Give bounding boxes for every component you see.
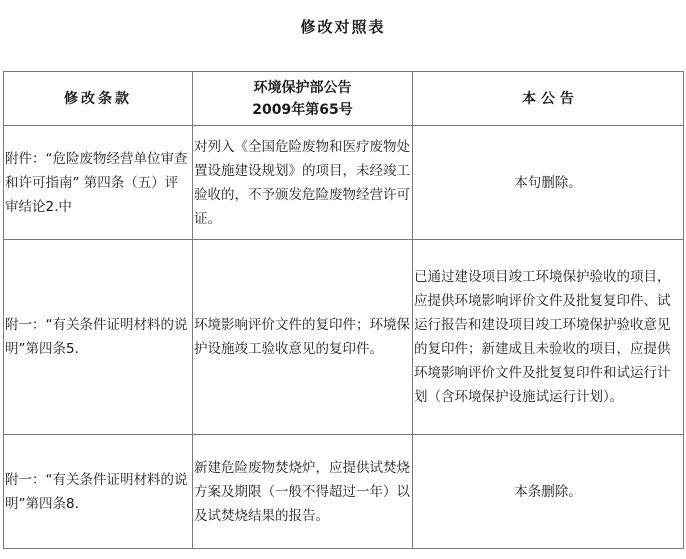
table-row [4, 240, 684, 435]
header-original-line1: 环境保护部公告 [253, 79, 352, 96]
cell-clause: 附一：“有关条件证明材料的说明”第四条8. [4, 435, 193, 549]
cell-original: 环境影响评价文件的复印件；环境保护设施竣工验收意见的复印件。 [193, 240, 413, 435]
cell-original: 对列入《全国危险废物和医疗废物处置设施建设规划》的项目，未经竣工验收的，不予颁发危险废物经营许可证。 [193, 126, 413, 240]
table-row [4, 435, 684, 549]
table-header-row [4, 72, 684, 126]
cell-revised: 本条删除。 [413, 435, 684, 549]
cell-revised: 已通过建设项目竣工环境保护验收的项目，应提供环境影响评价文件及批复复印件、试运行报告和建设项目竣工环境保护验收意见的复印件；新建成且未验收的项目，应提供环境影响评价文件及批复复印件和试运行计划（含环境保护设施试运行计划）。 [413, 240, 684, 435]
header-original-line2: 2009年第65号 [252, 101, 353, 118]
table-row [4, 126, 684, 240]
header-original [193, 72, 413, 126]
comparison-table [3, 71, 684, 549]
header-revised: 本 公 告 [413, 72, 684, 126]
cell-revised: 本句删除。 [413, 126, 684, 240]
cell-original: 新建危险废物焚烧炉，应提供试焚烧方案及期限（一般不得超过一年）以及试焚烧结果的报告。 [193, 435, 413, 549]
cell-clause: 附件：“危险废物经营单位审查和许可指南” 第四条（五）评审结论2.中 [4, 126, 193, 240]
header-clause: 修改条款 [4, 72, 193, 126]
cell-clause: 附一：“有关条件证明材料的说明”第四条5. [4, 240, 193, 435]
page-title: 修改对照表 [300, 18, 386, 36]
